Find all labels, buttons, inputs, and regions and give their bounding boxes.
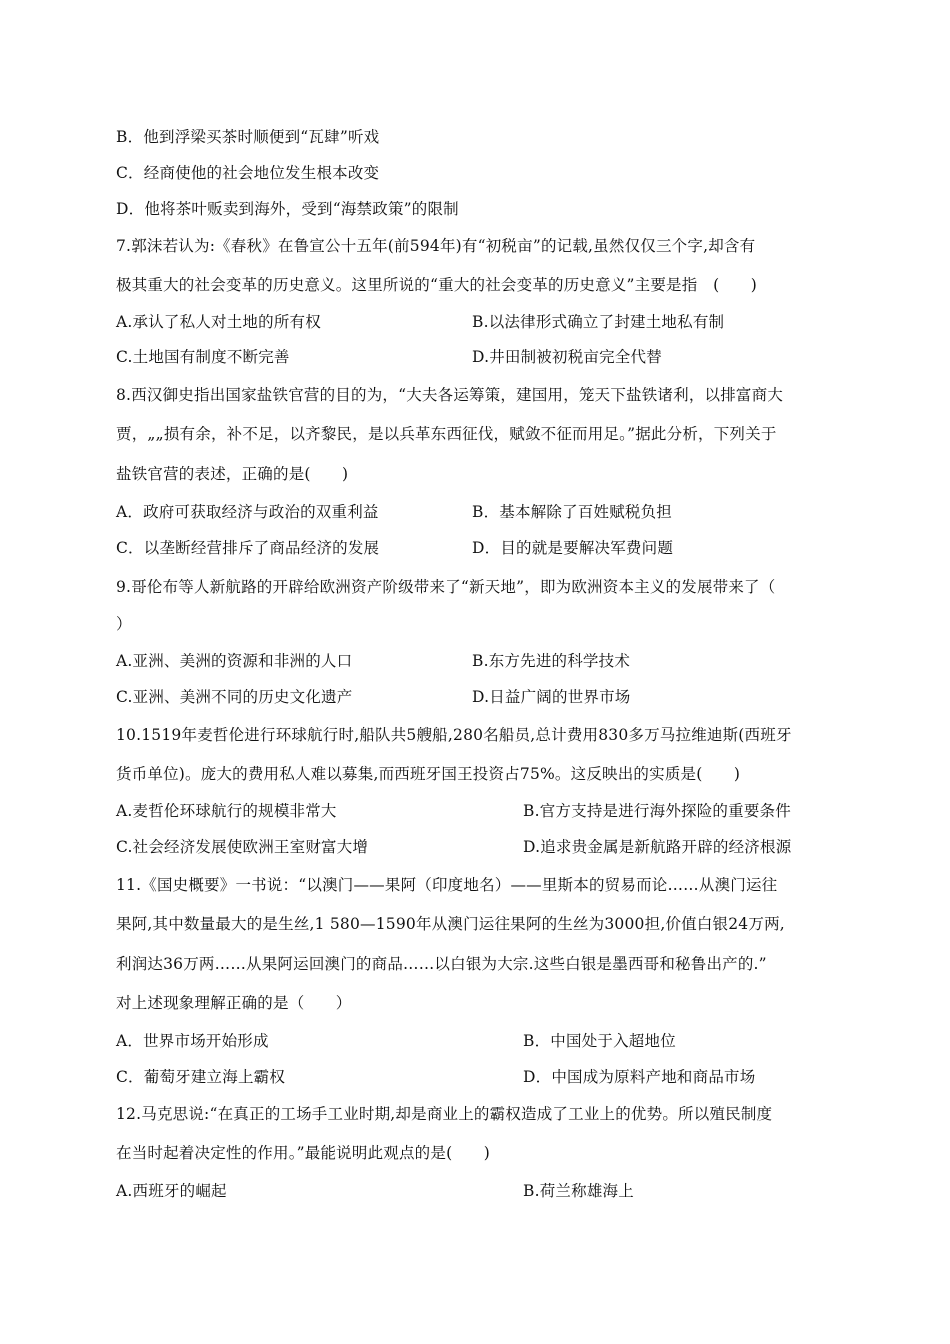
q11-option-d: D．中国成为原料产地和商品市场 xyxy=(523,1068,756,1086)
q8-stem-line-3: 盐铁官营的表述，正确的是( ) xyxy=(116,465,349,483)
q7-option-d: D.井田制被初税亩完全代替 xyxy=(472,348,662,366)
q12-option-b: B.荷兰称雄海上 xyxy=(523,1182,634,1200)
q9-option-a: A.亚洲、美洲的资源和非洲的人口 xyxy=(116,652,353,670)
q10-option-b: B.官方支持是进行海外探险的重要条件 xyxy=(523,802,791,820)
q9-option-b: B.东方先进的科学技术 xyxy=(472,652,631,670)
q8-option-a: A．政府可获取经济与政治的双重利益 xyxy=(116,503,379,521)
q6-option-b: B．他到浮梁买茶时顺便到“瓦肆”听戏 xyxy=(116,128,380,146)
q12-stem-line-1: 12.马克思说:“在真正的工场手工业时期,却是商业上的霸权造成了工业上的优势。所以殖民制度 xyxy=(116,1105,773,1123)
q7-option-a: A.承认了私人对土地的所有权 xyxy=(116,313,321,331)
q10-option-c: C.社会经济发展使欧洲王室财富大增 xyxy=(116,838,369,856)
q9-stem-line-2: ） xyxy=(116,615,132,633)
q11-stem-line-1: 11.《国史概要》一书说：“以澳门——果阿（印度地名）——里斯本的贸易而论……从澳门运往 xyxy=(116,876,778,894)
q11-option-a: A．世界市场开始形成 xyxy=(116,1032,269,1050)
q8-option-d: D．目的就是要解决军费问题 xyxy=(472,539,674,557)
q8-option-b: B．基本解除了百姓赋税负担 xyxy=(472,503,672,521)
q9-stem-line-1: 9.哥伦布等人新航路的开辟给欧洲资产阶级带来了“新天地”，即为欧洲资本主义的发展带来了（ xyxy=(116,578,776,596)
q11-stem-line-3: 利润达36万两……从果阿运回澳门的商品……以白银为大宗.这些白银是墨西哥和秘鲁出产的.” xyxy=(116,955,767,973)
q11-stem-line-4: 对上述现象理解正确的是（ ） xyxy=(116,994,352,1012)
q11-option-b: B．中国处于入超地位 xyxy=(523,1032,676,1050)
q8-option-c: C．以垄断经营排斥了商品经济的发展 xyxy=(116,539,380,557)
q12-option-a: A.西班牙的崛起 xyxy=(116,1182,227,1200)
q9-option-d: D.日益广阔的世界市场 xyxy=(472,688,631,706)
q10-stem-line-1: 10.1519年麦哲伦进行环球航行时,船队共5艘船,280名船员,总计费用830多万马拉维迪斯(西班牙 xyxy=(116,726,792,744)
q6-option-d: D．他将茶叶贩卖到海外，受到“海禁政策”的限制 xyxy=(116,200,459,218)
q6-option-c: C．经商使他的社会地位发生根本改变 xyxy=(116,164,380,182)
q7-stem-line-2: 极其重大的社会变革的历史意义。这里所说的“重大的社会变革的历史意义”主要是指 ( ) xyxy=(116,276,758,294)
q9-option-c: C.亚洲、美洲不同的历史文化遗产 xyxy=(116,688,353,706)
q8-stem-line-2: 贾，„„损有余，补不足，以齐黎民，是以兵革东西征伐，赋敛不征而用足。”据此分析，下列关于 xyxy=(116,425,777,443)
q10-option-d: D.追求贵金属是新航路开辟的经济根源 xyxy=(523,838,792,856)
q7-option-c: C.土地国有制度不断完善 xyxy=(116,348,290,366)
q11-option-c: C．葡萄牙建立海上霸权 xyxy=(116,1068,286,1086)
q10-option-a: A.麦哲伦环球航行的规模非常大 xyxy=(116,802,337,820)
q7-stem-line-1: 7.郭沫若认为:《春秋》在鲁宣公十五年(前594年)有“初税亩”的记载,虽然仅仅三个字,却含有 xyxy=(116,237,756,255)
q11-stem-line-2: 果阿,其中数量最大的是生丝,1 580—1590年从澳门运往果阿的生丝为3000担,价值白银24万两, xyxy=(116,915,785,933)
q12-stem-line-2: 在当时起着决定性的作用。”最能说明此观点的是( ) xyxy=(116,1144,490,1162)
q7-option-b: B.以法律形式确立了封建土地私有制 xyxy=(472,313,725,331)
q8-stem-line-1: 8.西汉御史指出国家盐铁官营的目的为，“大夫各运筹策，建国用，笼天下盐铁诸利，以排富商大 xyxy=(116,386,784,404)
q10-stem-line-2: 货币单位)。庞大的费用私人难以募集,而西班牙国王投资占75%。这反映出的实质是( ) xyxy=(116,765,741,783)
